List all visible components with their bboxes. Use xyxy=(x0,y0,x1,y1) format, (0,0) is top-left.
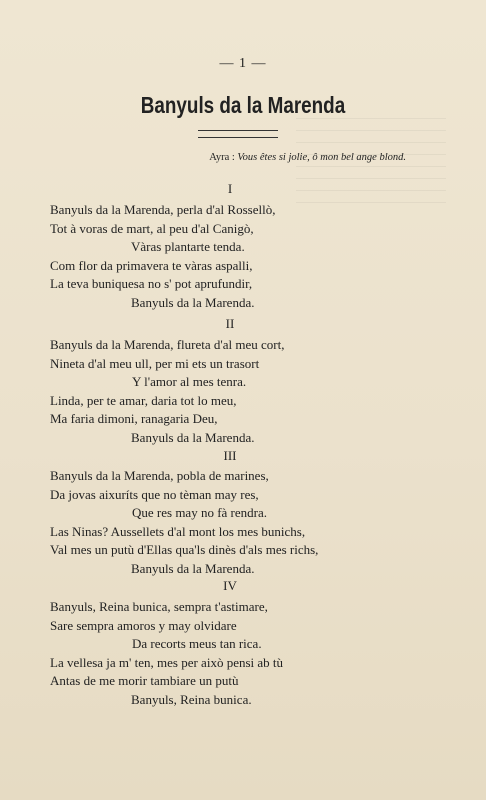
verse-line: La teva buniquesa no s' pot aprufundir, xyxy=(50,276,253,291)
verse-line: Vàras plantarte tenda. xyxy=(131,239,245,254)
verse-line: Da jovas aixuríts que no tèman may res, xyxy=(50,486,259,502)
title-rule xyxy=(198,130,278,138)
verse-line: Banyuls da la Marenda. xyxy=(131,294,255,310)
verse-line: Banyuls, Reina bunica. xyxy=(131,691,252,707)
verse-line: La vellesa ja m' ten, mes per això pensi ab tù xyxy=(50,654,284,670)
verse-line: Banyuls da la Marenda, perla d'al Rossellò, xyxy=(50,202,276,217)
verse-line: Antas de me morir tambiare un putù xyxy=(50,673,239,688)
verse-line: Linda, per te amar, daria tot lo meu, xyxy=(50,392,237,408)
stanza xyxy=(50,598,450,709)
verse-line: Banyuls da la Marenda. xyxy=(131,560,255,576)
verse-line: Que res may no fà rendra. xyxy=(132,505,267,520)
verse-line: Banyuls da la Marenda, pobla de marines, xyxy=(50,468,269,483)
verse-line: Banyuls da la Marenda. xyxy=(131,429,255,445)
verse-line: Banyuls da la Marenda, flureta d'al meu cort, xyxy=(50,337,285,352)
verse-line: Y l'amor al mes tenra. xyxy=(132,374,247,389)
stanza xyxy=(50,467,450,578)
stanza xyxy=(50,201,450,312)
stanza-number: III xyxy=(223,448,237,463)
verse-line: Nineta d'al meu ull, per mi ets un trasort xyxy=(50,355,260,371)
verse-line: Banyuls, Reina bunica, sempra t'astimare, xyxy=(50,599,268,614)
stanza-number: I xyxy=(227,181,233,196)
verse-line: Tot à voras de mart, al peu d'al Canigò, xyxy=(50,220,254,236)
tune-note xyxy=(209,152,406,163)
verse-line: Val mes un putù d'Ellas qua'ls dinès d'als mes richs, xyxy=(50,542,319,557)
stanza-number: II xyxy=(225,316,235,331)
tune-title: Vous êtes si jolie, ô mon bel ange blond. xyxy=(237,152,406,163)
tune-label: Ayra : xyxy=(209,152,235,163)
page-number: — 1 — xyxy=(219,56,267,71)
verse-line: Sare sempra amoros y may olvidare xyxy=(50,617,237,633)
poem-title: Banyuls da la Marenda xyxy=(140,92,346,118)
verse-line: Ma faria dimoni, ranagaria Deu, xyxy=(50,411,218,426)
verse-line: Da recorts meus tan rica. xyxy=(132,636,262,651)
verse-line: Com flor da primavera te vàras aspalli, xyxy=(50,257,253,273)
stanza xyxy=(50,336,450,447)
verse-line: Las Ninas? Aussellets d'al mont los mes bunichs, xyxy=(50,523,306,539)
stanza-number: IV xyxy=(223,578,237,593)
